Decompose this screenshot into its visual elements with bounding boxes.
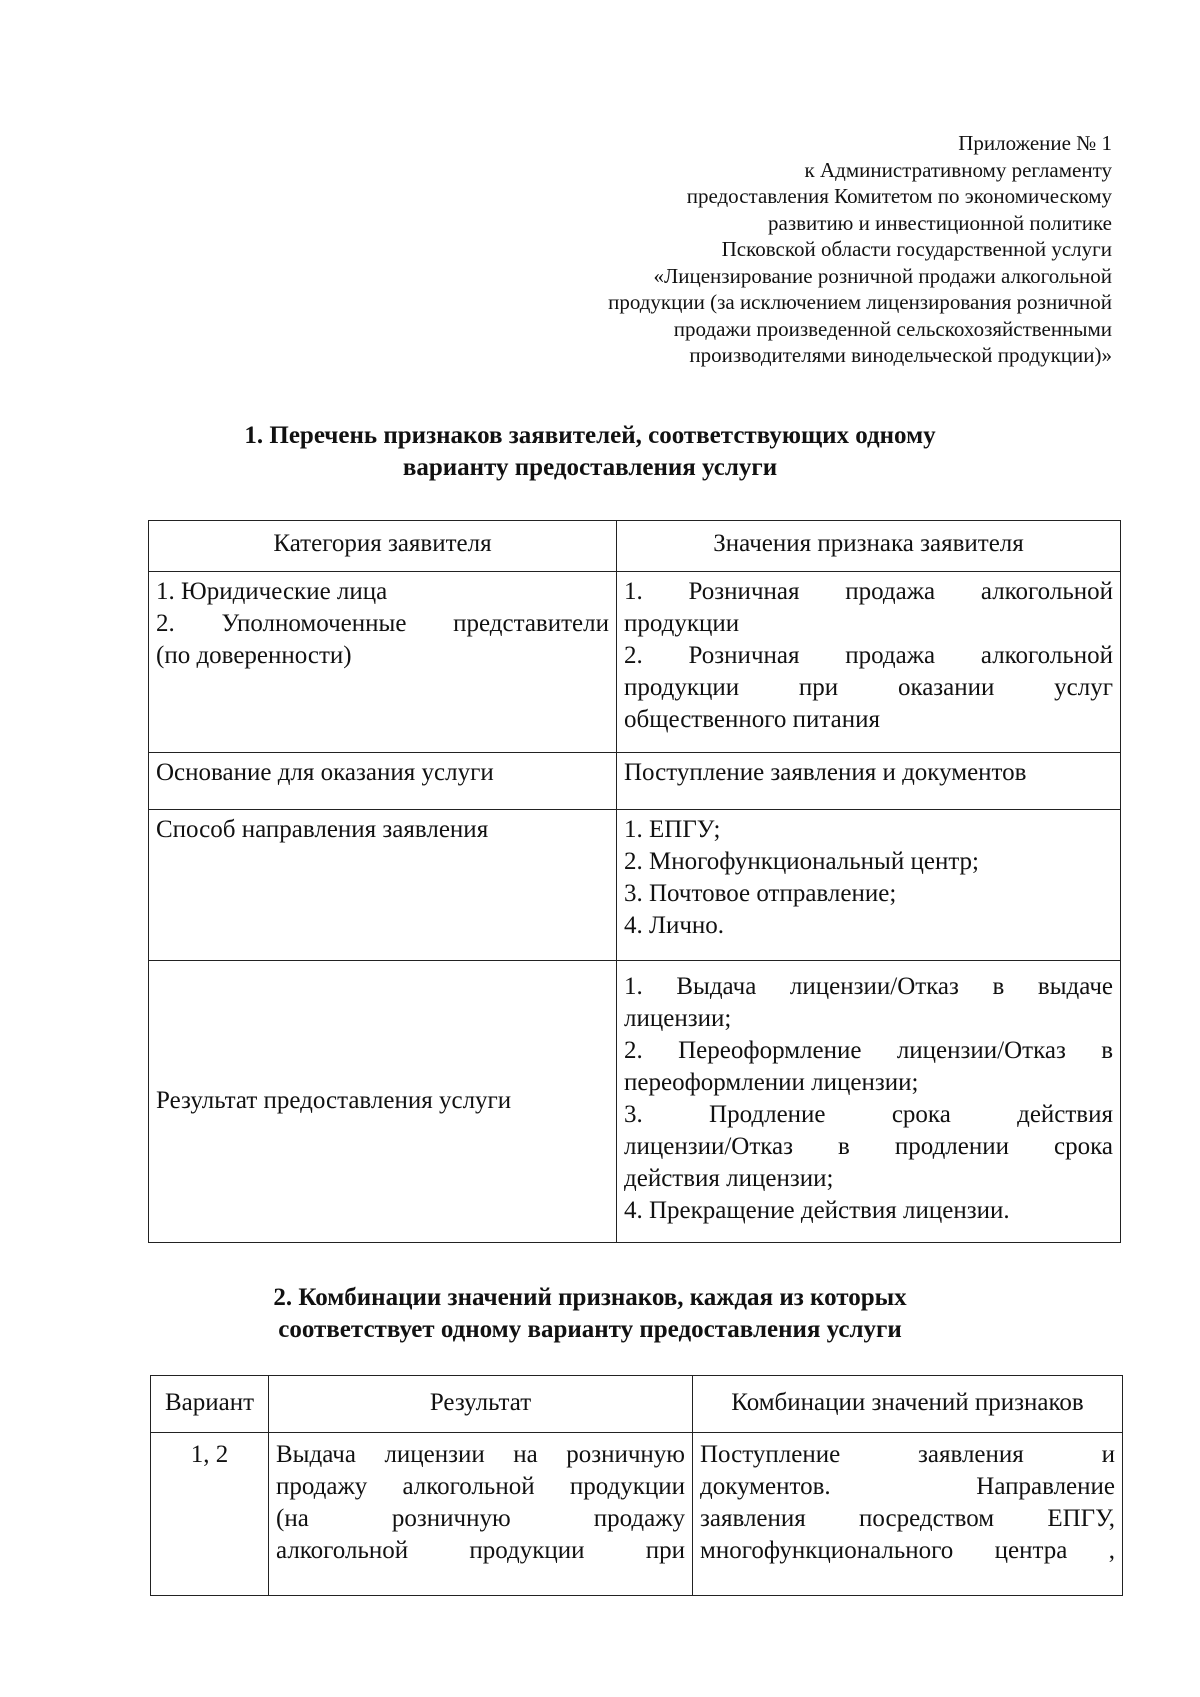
- cell-submission-values: [617, 810, 1121, 961]
- cell-result-label: [149, 961, 617, 1243]
- appendix-line: предоставления Комитетом по экономическому: [686, 184, 1112, 208]
- appendix-line: «Лицензирование розничной продажи алкогольной: [653, 263, 1112, 288]
- cell-line: лицензии/Отказ в продлении срока: [624, 1133, 1113, 1160]
- cell-line: Поступление заявления и: [700, 1441, 1115, 1468]
- cell-applicant-category: [149, 572, 617, 753]
- cell-line: (по доверенности): [156, 642, 352, 669]
- cell-basis-label: [149, 753, 617, 810]
- section-2-title-line: соответствует одному варианту предоставления услуги: [278, 1316, 902, 1343]
- header-cell-result: Результат: [269, 1376, 693, 1433]
- cell-line: продажу алкогольной продукции: [276, 1473, 685, 1500]
- appendix-line: Псковской области государственной услуги: [721, 237, 1112, 261]
- appendix-line: к Административному регламенту: [804, 157, 1112, 182]
- cell-line: Выдача лицензии на розничную: [276, 1441, 685, 1468]
- cell-line: 2. Многофункциональный центр;: [624, 848, 980, 875]
- cell-line: 2. Переоформление лицензии/Отказ в: [624, 1037, 1113, 1064]
- appendix-line: продукции (за исключением лицензирования розничной: [608, 290, 1112, 314]
- cell-line: продукции при оказании услуг: [624, 674, 1113, 701]
- cell-line: 2. Уполномоченные представители: [156, 610, 609, 637]
- cell-line: 3. Продление срока действия: [624, 1101, 1113, 1128]
- cell-applicant-values: [617, 572, 1121, 753]
- cell-line: 4. Лично.: [624, 912, 725, 939]
- cell-line: лицензии;: [624, 1005, 732, 1032]
- variant-combinations-table: [150, 1375, 1123, 1596]
- table-row: [149, 961, 1121, 1243]
- cell-combination: [693, 1433, 1123, 1596]
- cell-line: 4. Прекращение действия лицензии.: [624, 1197, 1010, 1224]
- cell-line: продукции: [624, 610, 740, 637]
- header-cell-variant: Вариант: [151, 1376, 269, 1433]
- section-1-title-line: варианту предоставления услуги: [402, 454, 778, 481]
- appendix-header: [492, 130, 1112, 369]
- applicant-criteria-table: [148, 520, 1121, 1243]
- cell-line: Основание для оказания услуги: [156, 759, 494, 786]
- table-row: [151, 1433, 1123, 1596]
- cell-line: переоформлении лицензии;: [624, 1069, 919, 1096]
- cell-line: заявления посредством ЕПГУ,: [700, 1505, 1115, 1532]
- cell-line: 3. Почтовое отправление;: [624, 880, 897, 907]
- cell-line: многофункционального центра ,: [700, 1537, 1115, 1564]
- cell-result: [269, 1433, 693, 1596]
- cell-result-values: [617, 961, 1121, 1243]
- header-cell-combination: Комбинации значений признаков: [693, 1376, 1123, 1433]
- header-cell-values: Значения признака заявителя: [617, 521, 1121, 572]
- section-2-title: [150, 1282, 1030, 1346]
- section-1-title-line: 1. Перечень признаков заявителей, соответствующих одному: [244, 422, 936, 449]
- cell-submission-label: [149, 810, 617, 961]
- cell-basis-value: [617, 753, 1121, 810]
- table-row: [149, 753, 1121, 810]
- cell-variant: [151, 1433, 269, 1596]
- cell-line: Способ направления заявления: [156, 816, 489, 843]
- cell-line: Результат предоставления услуги: [156, 1086, 512, 1114]
- cell-line: общественного питания: [624, 706, 880, 733]
- cell-line: 1. Выдача лицензии/Отказ в выдаче: [624, 973, 1113, 1000]
- cell-line: алкогольной продукции при: [276, 1537, 685, 1564]
- cell-line: действия лицензии;: [624, 1165, 834, 1192]
- cell-line: 2. Розничная продажа алкогольной: [624, 642, 1113, 669]
- cell-line: 1. ЕПГУ;: [624, 816, 721, 843]
- header-cell-category: Категория заявителя: [149, 521, 617, 572]
- cell-line: 1, 2: [190, 1441, 229, 1468]
- appendix-line: Приложение № 1: [958, 131, 1112, 155]
- cell-line: 1. Юридические лица: [156, 578, 388, 605]
- section-2-title-line: 2. Комбинации значений признаков, каждая из которых: [273, 1284, 907, 1311]
- cell-line: 1. Розничная продажа алкогольной: [624, 578, 1113, 605]
- cell-line: документов. Направление: [700, 1473, 1115, 1500]
- section-1-title: [150, 420, 1030, 484]
- appendix-line: развитию и инвестиционной политике: [768, 210, 1112, 235]
- cell-line: (на розничную продажу: [276, 1505, 685, 1532]
- cell-line: Поступление заявления и документов: [624, 759, 1027, 786]
- appendix-line: продажи произведенной сельскохозяйственными: [673, 316, 1112, 341]
- table-header-row: [151, 1376, 1123, 1433]
- table-header-row: [149, 521, 1121, 572]
- table-row: [149, 572, 1121, 753]
- table-row: [149, 810, 1121, 961]
- appendix-line: производителями винодельческой продукции)»: [689, 343, 1112, 367]
